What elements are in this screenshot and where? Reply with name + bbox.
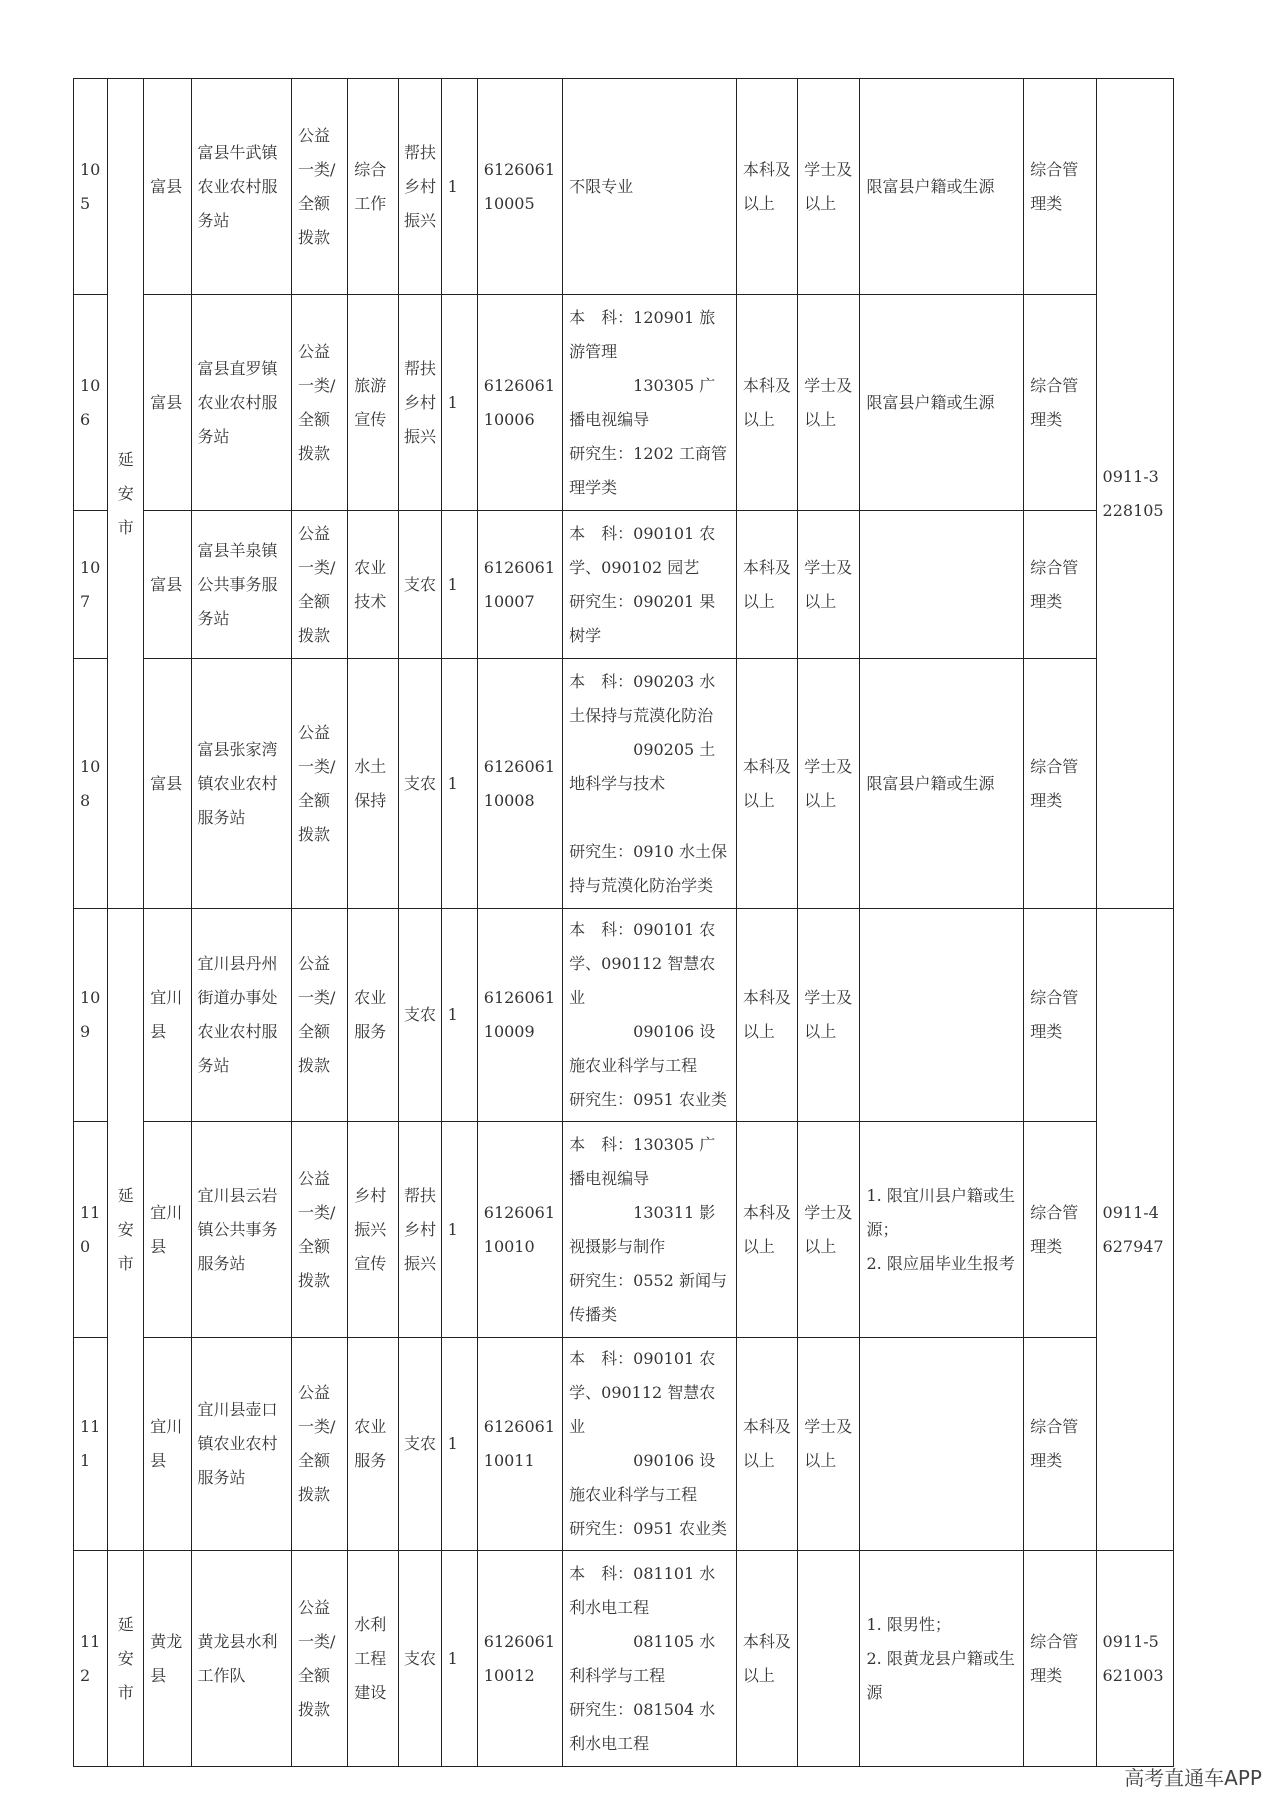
category-cell: 帮扶乡村振兴 bbox=[399, 1122, 441, 1338]
education-cell: 本科及以上 bbox=[736, 659, 797, 909]
exam-category-cell: 综合管理类 bbox=[1024, 295, 1096, 511]
row-number: 112 bbox=[74, 1551, 108, 1767]
other-requirements-cell: 限富县户籍或生源 bbox=[860, 659, 1024, 909]
category-cell: 支农 bbox=[399, 1338, 441, 1551]
code-cell: 612606110008 bbox=[477, 659, 562, 909]
category-cell: 支农 bbox=[399, 1551, 441, 1767]
row-number: 105 bbox=[74, 79, 108, 295]
count-cell: 1 bbox=[441, 295, 477, 511]
table-row bbox=[74, 1551, 1174, 1767]
row-number: 110 bbox=[74, 1122, 108, 1338]
exam-category-cell: 综合管理类 bbox=[1024, 1122, 1096, 1338]
unit-type-cell: 公益一类/全额拨款 bbox=[291, 1122, 347, 1338]
exam-category-cell: 综合管理类 bbox=[1024, 511, 1096, 659]
post-cell: 水土保持 bbox=[348, 659, 399, 909]
major-cell: 不限专业 bbox=[563, 79, 737, 295]
phone-cell: 0911-4627947 bbox=[1096, 909, 1173, 1551]
exam-category-cell: 综合管理类 bbox=[1024, 1338, 1096, 1551]
row-number: 106 bbox=[74, 295, 108, 511]
major-cell: 本 科：120901 旅游管理 130305 广播电视编导 研究生：1202 工商管理学类 bbox=[563, 295, 737, 511]
unit-cell: 富县羊泉镇公共事务服务站 bbox=[191, 511, 291, 659]
count-cell: 1 bbox=[441, 511, 477, 659]
exam-category-cell: 综合管理类 bbox=[1024, 659, 1096, 909]
other-requirements-cell: 1. 限男性； 2. 限黄龙县户籍或生源 bbox=[860, 1551, 1024, 1767]
unit-type-cell: 公益一类/全额拨款 bbox=[291, 511, 347, 659]
job-table-sheet bbox=[73, 78, 1174, 1767]
table-row bbox=[74, 659, 1174, 909]
post-cell: 乡村振兴宣传 bbox=[348, 1122, 399, 1338]
county-cell: 富县 bbox=[144, 511, 191, 659]
education-cell: 本科及以上 bbox=[736, 1122, 797, 1338]
other-requirements-cell: 1. 限宜川县户籍或生源； 2. 限应届毕业生报考 bbox=[860, 1122, 1024, 1338]
unit-type-cell: 公益一类/全额拨款 bbox=[291, 295, 347, 511]
major-cell: 本 科：130305 广播电视编导 130311 影视摄影与制作 研究生：0552 新闻与传播类 bbox=[563, 1122, 737, 1338]
table-row bbox=[74, 511, 1174, 659]
major-cell: 本 科：090101 农学、090112 智慧农业 090106 设施农业科学与工程 研究生：0951 农业类 bbox=[563, 1338, 737, 1551]
county-cell: 富县 bbox=[144, 295, 191, 511]
code-cell: 612606110012 bbox=[477, 1551, 562, 1767]
education-cell: 本科及以上 bbox=[736, 1551, 797, 1767]
category-cell: 帮扶乡村振兴 bbox=[399, 295, 441, 511]
row-number: 108 bbox=[74, 659, 108, 909]
education-cell: 本科及以上 bbox=[736, 1338, 797, 1551]
other-requirements-cell: 限富县户籍或生源 bbox=[860, 295, 1024, 511]
post-cell: 旅游宣传 bbox=[348, 295, 399, 511]
exam-category-cell: 综合管理类 bbox=[1024, 1551, 1096, 1767]
phone-cell: 0911-5621003 bbox=[1096, 1551, 1173, 1767]
major-cell: 本 科：081101 水利水电工程 081105 水利科学与工程 研究生：081504 水利水电工程 bbox=[563, 1551, 737, 1767]
degree-cell: 学士及以上 bbox=[798, 511, 860, 659]
degree-cell: 学士及以上 bbox=[798, 909, 860, 1122]
unit-cell: 富县直罗镇农业农村服务站 bbox=[191, 295, 291, 511]
watermark-text: 高考直通车APP bbox=[1124, 1766, 1262, 1790]
unit-cell: 富县牛武镇农业农村服务站 bbox=[191, 79, 291, 295]
row-number: 111 bbox=[74, 1338, 108, 1551]
major-cell: 本 科：090101 农学、090112 智慧农业 090106 设施农业科学与工程 研究生：0951 农业类 bbox=[563, 909, 737, 1122]
category-cell: 帮扶乡村振兴 bbox=[399, 79, 441, 295]
unit-cell: 宜川县壶口镇农业农村服务站 bbox=[191, 1338, 291, 1551]
unit-cell: 黄龙县水利工作队 bbox=[191, 1551, 291, 1767]
county-cell: 黄龙县 bbox=[144, 1551, 191, 1767]
major-cell: 本 科：090203 水土保持与荒漠化防治 090205 土地科学与技术 研究生：0910 水土保持与荒漠化防治学类 bbox=[563, 659, 737, 909]
code-cell: 612606110011 bbox=[477, 1338, 562, 1551]
county-cell: 宜川县 bbox=[144, 909, 191, 1122]
degree-cell bbox=[798, 1551, 860, 1767]
unit-type-cell: 公益一类/全额拨款 bbox=[291, 79, 347, 295]
post-cell: 水利工程建设 bbox=[348, 1551, 399, 1767]
category-cell: 支农 bbox=[399, 909, 441, 1122]
city-cell: 延安市 bbox=[108, 1551, 144, 1767]
degree-cell: 学士及以上 bbox=[798, 295, 860, 511]
unit-type-cell: 公益一类/全额拨款 bbox=[291, 1338, 347, 1551]
code-cell: 612606110009 bbox=[477, 909, 562, 1122]
post-cell: 农业技术 bbox=[348, 511, 399, 659]
unit-cell: 宜川县丹州街道办事处农业农村服务站 bbox=[191, 909, 291, 1122]
table-row bbox=[74, 909, 1174, 1122]
count-cell: 1 bbox=[441, 1551, 477, 1767]
county-cell: 富县 bbox=[144, 79, 191, 295]
table-row bbox=[74, 1122, 1174, 1338]
category-cell: 支农 bbox=[399, 511, 441, 659]
unit-type-cell: 公益一类/全额拨款 bbox=[291, 909, 347, 1122]
county-cell: 宜川县 bbox=[144, 1338, 191, 1551]
degree-cell: 学士及以上 bbox=[798, 1122, 860, 1338]
other-requirements-cell bbox=[860, 511, 1024, 659]
other-requirements-cell bbox=[860, 1338, 1024, 1551]
code-cell: 612606110005 bbox=[477, 79, 562, 295]
post-cell: 农业服务 bbox=[348, 909, 399, 1122]
education-cell: 本科及以上 bbox=[736, 295, 797, 511]
major-cell: 本 科：090101 农学、090102 园艺 研究生：090201 果树学 bbox=[563, 511, 737, 659]
count-cell: 1 bbox=[441, 79, 477, 295]
table-row bbox=[74, 295, 1174, 511]
county-cell: 宜川县 bbox=[144, 1122, 191, 1338]
code-cell: 612606110006 bbox=[477, 295, 562, 511]
unit-cell: 富县张家湾镇农业农村服务站 bbox=[191, 659, 291, 909]
city-cell: 延安市 bbox=[108, 909, 144, 1551]
degree-cell: 学士及以上 bbox=[798, 79, 860, 295]
row-number: 109 bbox=[74, 909, 108, 1122]
city-cell: 延安市 bbox=[108, 79, 144, 909]
code-cell: 612606110010 bbox=[477, 1122, 562, 1338]
exam-category-cell: 综合管理类 bbox=[1024, 79, 1096, 295]
row-number: 107 bbox=[74, 511, 108, 659]
unit-type-cell: 公益一类/全额拨款 bbox=[291, 659, 347, 909]
count-cell: 1 bbox=[441, 1122, 477, 1338]
degree-cell: 学士及以上 bbox=[798, 1338, 860, 1551]
table-row bbox=[74, 79, 1174, 295]
count-cell: 1 bbox=[441, 1338, 477, 1551]
post-cell: 农业服务 bbox=[348, 1338, 399, 1551]
education-cell: 本科及以上 bbox=[736, 511, 797, 659]
exam-category-cell: 综合管理类 bbox=[1024, 909, 1096, 1122]
county-cell: 富县 bbox=[144, 659, 191, 909]
count-cell: 1 bbox=[441, 909, 477, 1122]
phone-cell: 0911-3228105 bbox=[1096, 79, 1173, 909]
other-requirements-cell bbox=[860, 909, 1024, 1122]
category-cell: 支农 bbox=[399, 659, 441, 909]
table-row bbox=[74, 1338, 1174, 1551]
unit-cell: 宜川县云岩镇公共事务服务站 bbox=[191, 1122, 291, 1338]
post-cell: 综合工作 bbox=[348, 79, 399, 295]
degree-cell: 学士及以上 bbox=[798, 659, 860, 909]
education-cell: 本科及以上 bbox=[736, 79, 797, 295]
count-cell: 1 bbox=[441, 659, 477, 909]
education-cell: 本科及以上 bbox=[736, 909, 797, 1122]
other-requirements-cell: 限富县户籍或生源 bbox=[860, 79, 1024, 295]
unit-type-cell: 公益一类/全额拨款 bbox=[291, 1551, 347, 1767]
code-cell: 612606110007 bbox=[477, 511, 562, 659]
job-table bbox=[73, 78, 1174, 1767]
